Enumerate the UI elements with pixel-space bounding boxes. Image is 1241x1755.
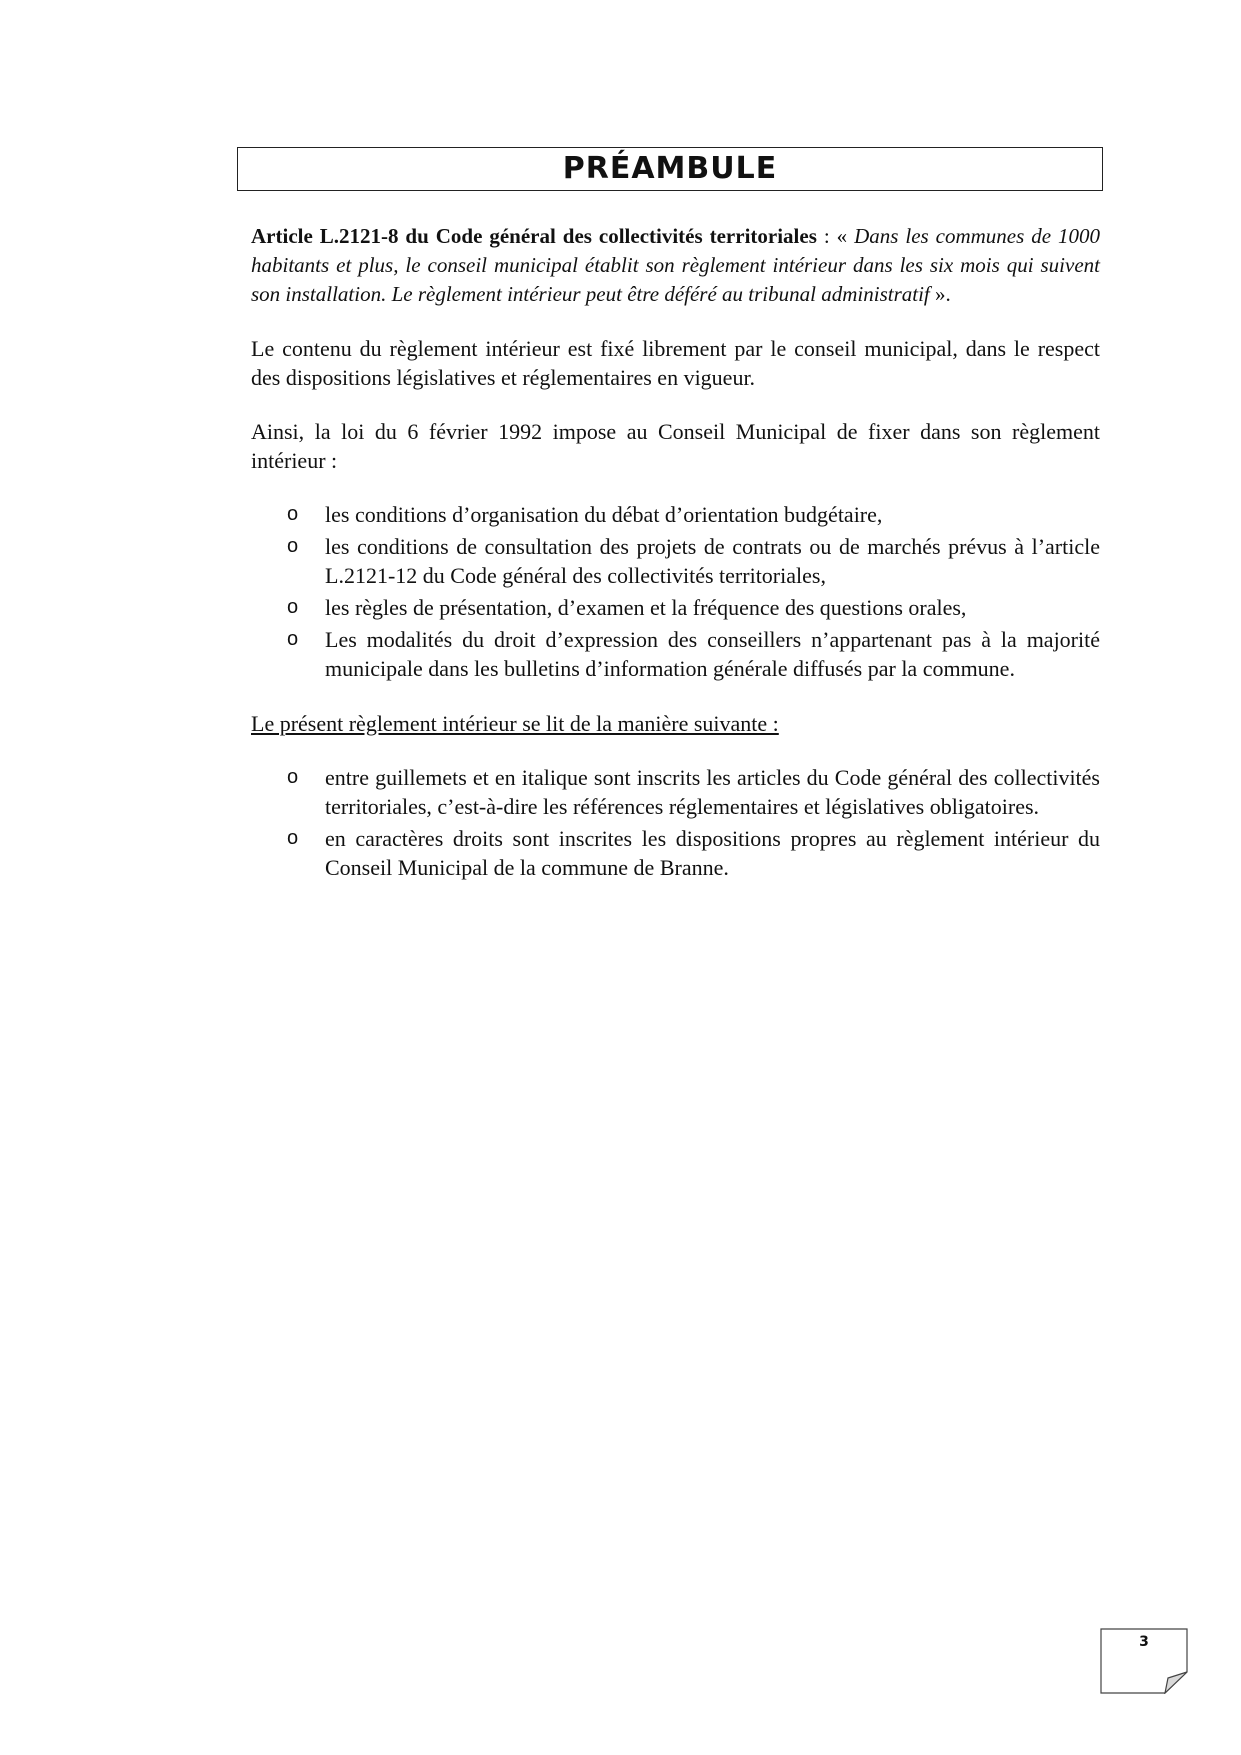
paragraph-loi: Ainsi, la loi du 6 février 1992 impose au Conseil Municipal de fixer dans son règlement intérieur : [251,419,1100,473]
page-number: 3 [1139,1634,1149,1650]
list-item [287,625,1100,683]
article-reference: Article L.2121-8 du Code général des collectivités territoriales [251,224,817,248]
list-item-text: en caractères droits sont inscrites les dispositions propres au règlement intérieur du Conseil Municipal de la commune de Branne. [325,826,1100,880]
quote-open: : « [816,224,855,248]
list-item-text: les conditions d’organisation du débat d’orientation budgétaire, [325,502,883,527]
list-item [287,824,1100,882]
bullet-circle-icon: o [287,766,299,788]
bullet-circle-icon: o [287,827,299,849]
page-title: PRÉAMBULE [562,151,778,186]
document-body [251,222,1100,908]
bullet-circle-icon: o [287,628,299,650]
list-item-text: les règles de présentation, d’examen et la fréquence des questions orales, [325,595,967,620]
bullet-circle-icon: o [287,503,299,525]
bullet-circle-icon: o [287,535,299,557]
article-quote: Dans les communes de 1000 habitants et plus, le conseil municipal établit son règlement intérieur dans les six mois qui suivent son installation. Le règlement intérieur peut être déféré au tribunal administratif [251,224,1100,306]
list-item [287,500,1100,529]
lecture-list [251,763,1100,882]
page-number-box [1100,1628,1188,1694]
list-item [287,593,1100,622]
title-box [237,147,1103,191]
list-item-text: entre guillemets et en italique sont inscrits les articles du Code général des collectivités territoriales, c’est-à-dire les références réglementaires et législatives obligatoires. [325,765,1100,819]
list-item [287,763,1100,821]
obligations-list [251,500,1100,683]
list-item [287,532,1100,590]
list-item-text: Les modalités du droit d’expression des conseillers n’appartenant pas à la majorité municipale dans les bulletins d’information générale diffusés par la commune. [325,627,1100,681]
lecture-heading: Le présent règlement intérieur se lit de la manière suivante : [251,711,779,736]
article-paragraph [251,222,1100,309]
bullet-circle-icon: o [287,596,299,618]
list-item-text: les conditions de consultation des projets de contrats ou de marchés prévus à l’article L.2121-12 du Code général des collectivités territoriales, [325,534,1100,588]
quote-close: ». [929,282,951,306]
paragraph-contenu: Le contenu du règlement intérieur est fixé librement par le conseil municipal, dans le respect des dispositions législatives et réglementaires en vigueur. [251,336,1100,390]
